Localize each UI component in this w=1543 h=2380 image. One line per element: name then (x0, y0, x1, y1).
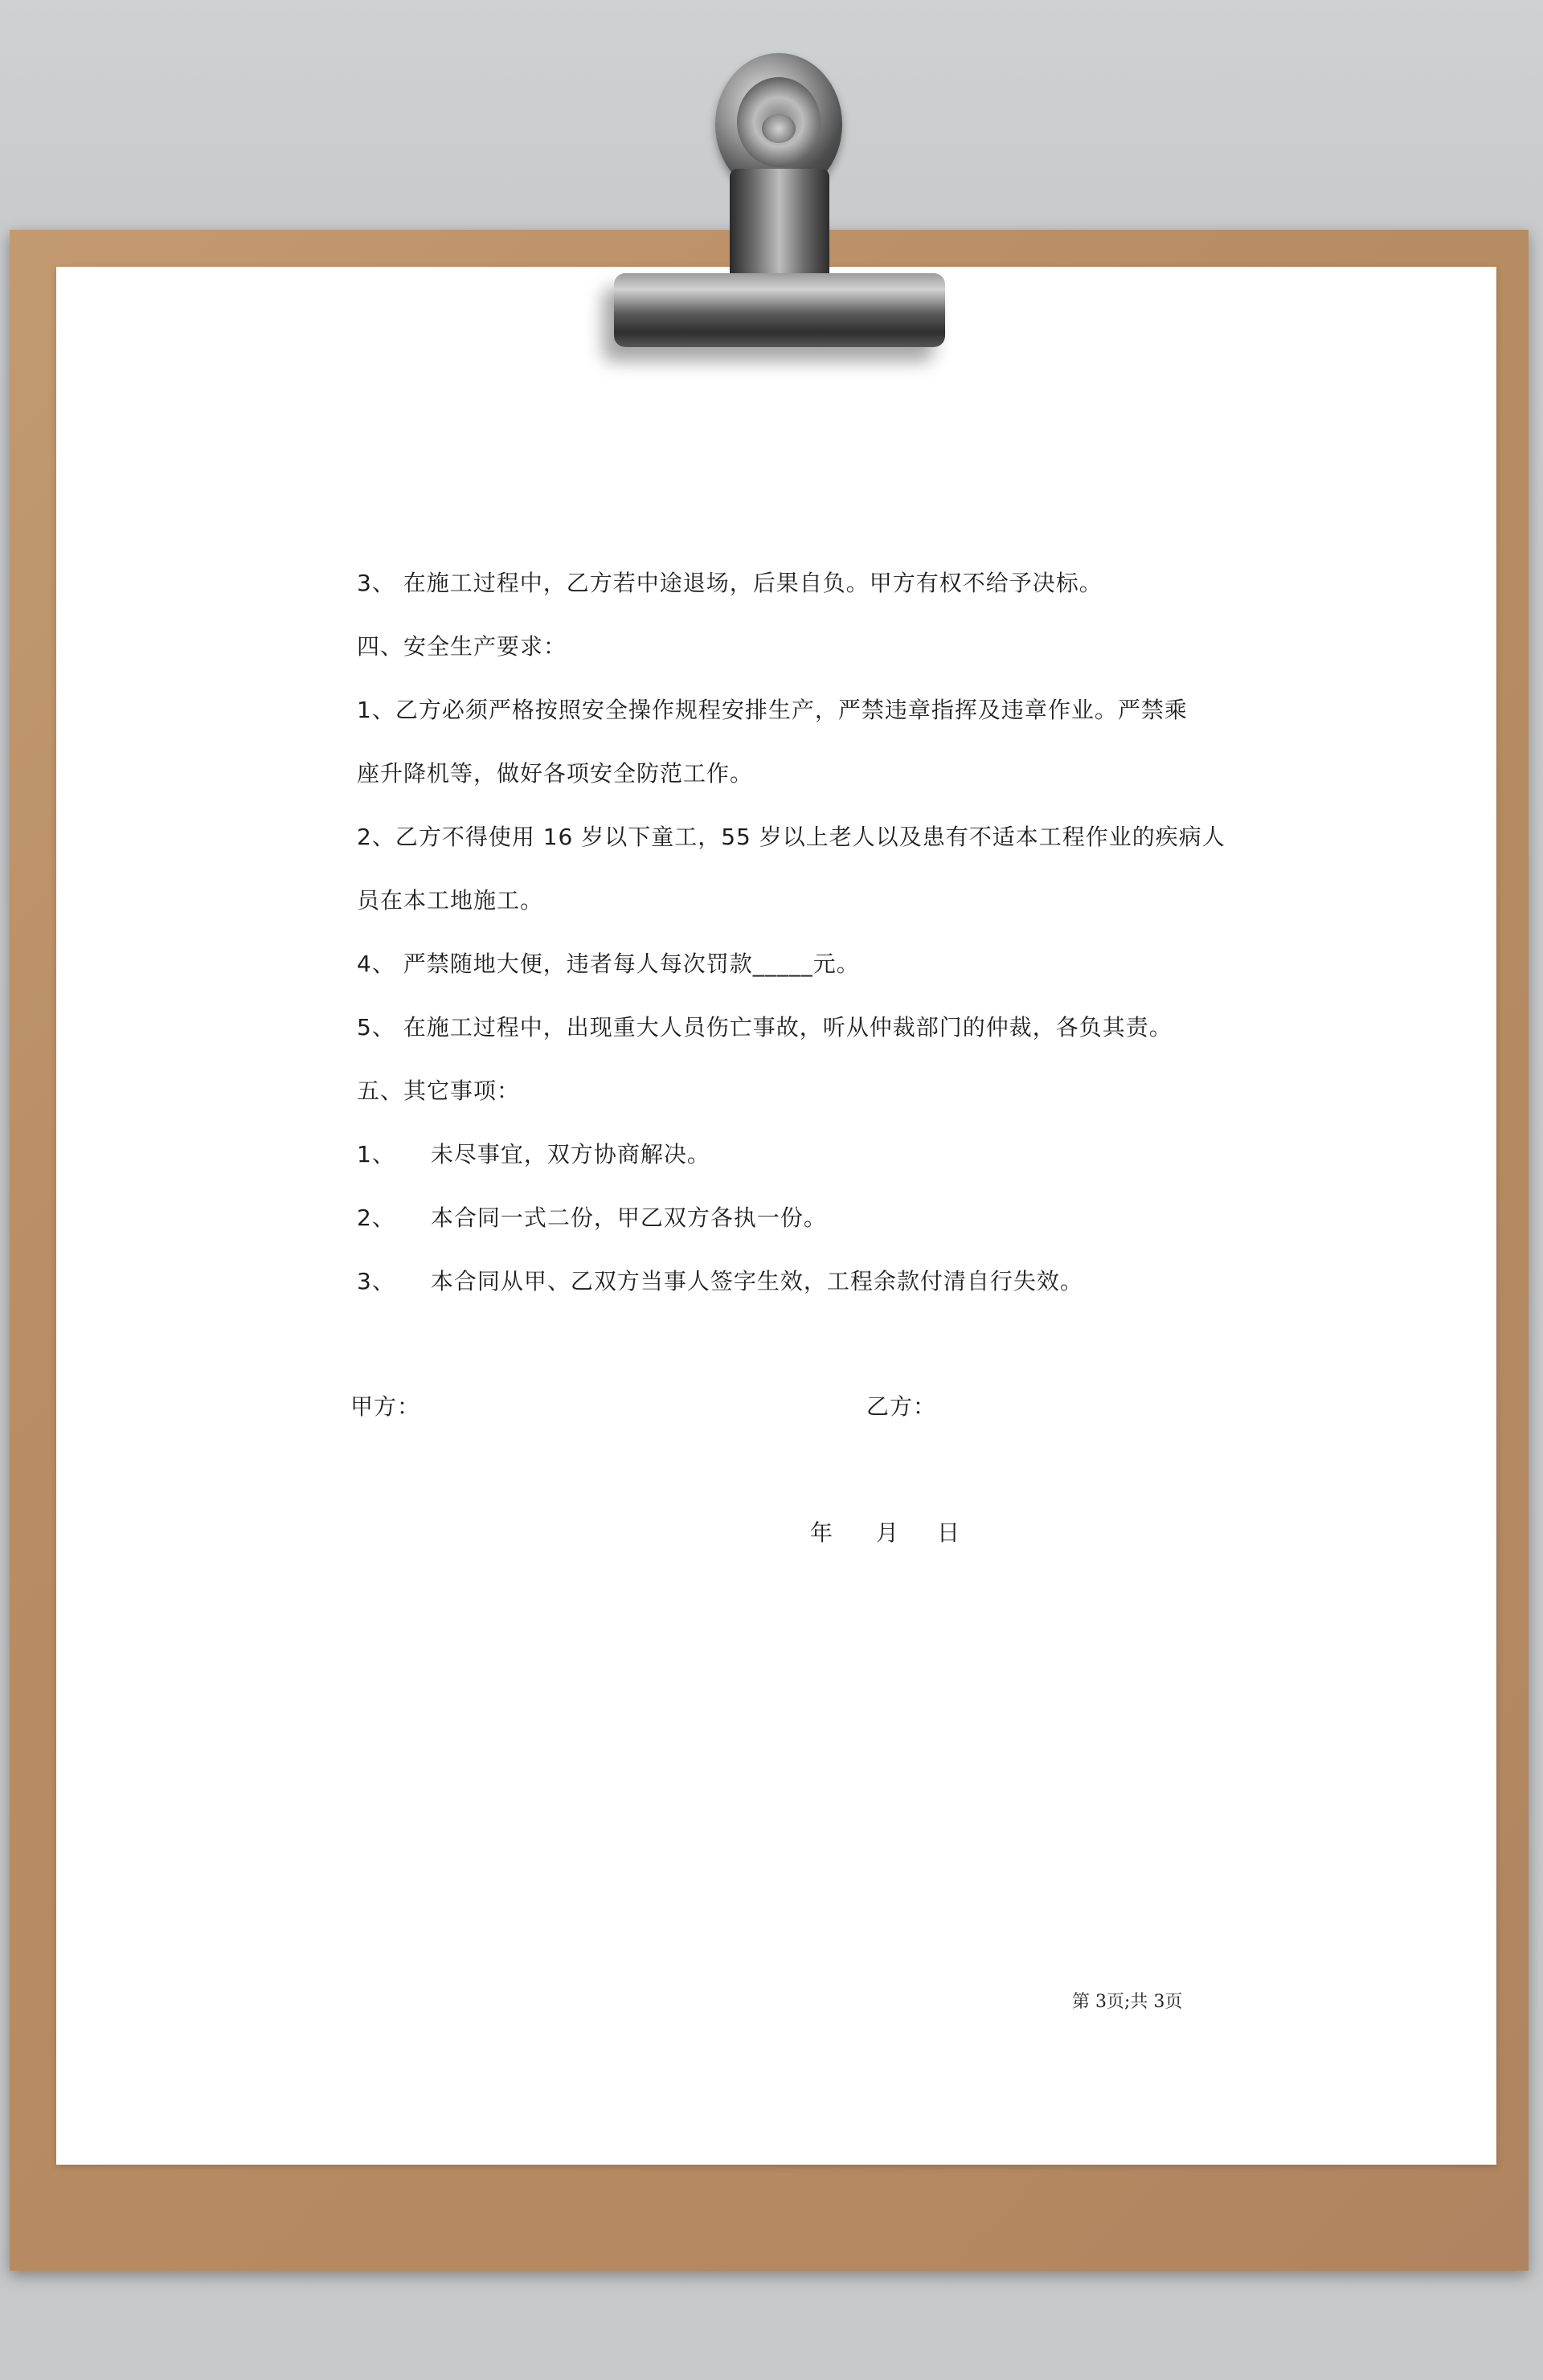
text-line: 员在本工地施工。 (357, 887, 544, 914)
date-month-label: 月 (876, 1519, 899, 1546)
party-a-label: 甲方： (350, 1393, 421, 1420)
text-line: 4、 严禁随地大便，违者每人每次罚款_____元。 (357, 951, 860, 977)
party-b-label: 乙方： (866, 1393, 937, 1420)
binder-clip-icon (614, 273, 945, 347)
section-heading: 四、安全生产要求： (357, 633, 567, 660)
date-day-label: 日 (937, 1519, 960, 1546)
text-line: 3、 在施工过程中，乙方若中途退场，后果自负。甲方有权不给予决标。 (357, 570, 1103, 596)
text-line: 座升降机等，做好各项安全防范工作。 (357, 760, 754, 787)
text-line: 1、乙方必须严格按照安全操作规程安排生产，严禁违章指挥及违章作业。严禁乘 (357, 697, 1188, 723)
binder-clip-hole (762, 114, 796, 143)
binder-clip-stem (730, 169, 829, 289)
text-line: 5、 在施工过程中，出现重大人员伤亡事故，听从仲裁部门的仲裁，各负其责。 (357, 1014, 1173, 1041)
page-number-footer: 第 3页;共 3页 (1072, 1992, 1183, 2012)
text-line: 3、 本合同从甲、乙双方当事人签字生效，工程余款付清自行失效。 (357, 1268, 1083, 1294)
section-heading: 五、其它事项： (357, 1078, 521, 1104)
text-line: 2、 本合同一式二份，甲乙双方各执一份。 (357, 1204, 827, 1231)
date-year-label: 年 (810, 1519, 833, 1546)
text-line: 1、 未尽事宜，双方协商解决。 (357, 1141, 710, 1168)
text-line: 2、乙方不得使用 16 岁以下童工，55 岁以上老人以及患有不适本工程作业的疾病人 (357, 824, 1226, 850)
